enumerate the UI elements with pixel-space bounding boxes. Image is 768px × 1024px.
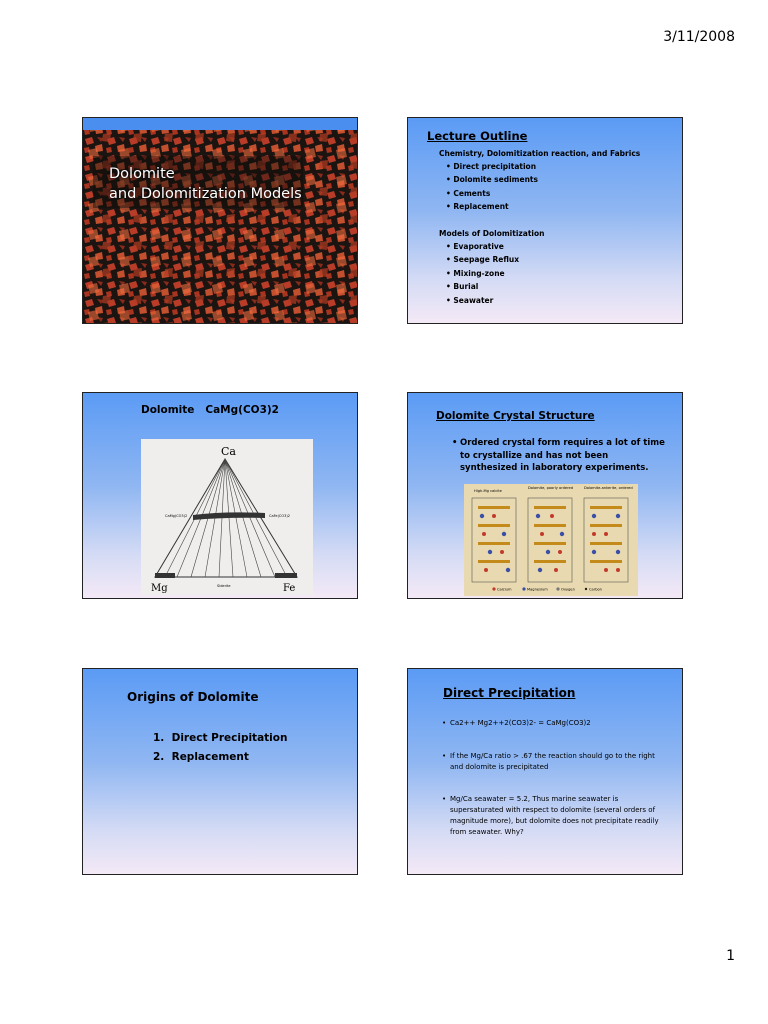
list-item: • Replacement xyxy=(446,200,538,213)
figure-header: Dolomite, poorly ordered xyxy=(528,486,573,490)
page-date: 3/11/2008 xyxy=(663,29,735,45)
legend-label: Oxygen xyxy=(561,587,575,592)
slide-3-dolomite-formula xyxy=(82,392,358,599)
slide-3-heading: Dolomite CaMg(CO3)2 xyxy=(141,404,279,416)
legend-label: Magnesium xyxy=(527,587,548,592)
crystal-lattice-drawing xyxy=(464,484,638,596)
list-item: • Direct precipitation xyxy=(446,160,538,173)
apex-label-ca: Ca xyxy=(221,445,236,458)
slide-1-heading xyxy=(109,164,302,204)
slide-6-direct-precipitation xyxy=(407,668,683,875)
slide-6-bullet-ratio: • If the Mg/Ca ratio > .67 the reaction should go to the right and dolomite is precipitated xyxy=(450,751,660,773)
page-number: 1 xyxy=(726,948,735,964)
svg-text:Siderite: Siderite xyxy=(217,584,231,588)
slide-1-title xyxy=(82,117,358,324)
svg-text:CaMg(CO3)2: CaMg(CO3)2 xyxy=(165,514,188,518)
outline-section-1-list xyxy=(446,160,538,214)
list-item: • Mixing-zone xyxy=(446,267,519,280)
list-item: 1. Direct Precipitation xyxy=(153,732,288,744)
corner-label-mg: Mg xyxy=(151,583,168,594)
slide-6-bullet-equation: • Ca2++ Mg2++2(CO3)2- = CaMg(CO3)2 xyxy=(450,718,660,729)
slide-1-heading-line2: and Dolomitization Models xyxy=(109,186,302,202)
slide-6-bullet-seawater: • Mg/Ca seawater = 5.2, Thus marine seawater is supersaturated with respect to dolomite (several orders of magnitude more), but dolomite does not precipitate readily from seawater. Why? xyxy=(450,794,660,838)
origins-list xyxy=(153,729,287,767)
list-item: • Seawater xyxy=(446,294,519,307)
dolomite-crystal-photo xyxy=(83,118,358,324)
outline-section-2-list xyxy=(446,240,519,307)
slide-2-heading: Lecture Outline xyxy=(427,129,528,143)
list-item: 2. Replacement xyxy=(153,751,249,763)
svg-text:CaFe(CO3)2: CaFe(CO3)2 xyxy=(269,514,290,518)
slide-2-lecture-outline xyxy=(407,117,683,324)
ternary-diagram xyxy=(141,439,313,595)
slide-4-crystal-structure xyxy=(407,392,683,599)
crystal-structure-figure xyxy=(464,484,638,596)
corner-label-fe: Fe xyxy=(283,583,296,594)
slide-4-bullet: • Ordered crystal form requires a lot of time to crystallize and has not been synthesized in laboratory experiments. xyxy=(460,437,665,475)
ternary-diagram-drawing xyxy=(141,439,313,595)
slide-5-heading: Origins of Dolomite xyxy=(127,690,259,704)
list-item: • Evaporative xyxy=(446,240,519,253)
list-item: • Dolomite sediments xyxy=(446,173,538,186)
figure-header: High-Mg calcite xyxy=(474,489,502,493)
list-item: • Cements xyxy=(446,187,538,200)
outline-section-1: Chemistry, Dolomitization reaction, and Fabrics xyxy=(439,149,641,158)
figure-header: Dolomite-ankerite, ordered xyxy=(584,486,633,490)
slide-1-heading-line1: Dolomite xyxy=(109,166,175,182)
legend-label: Calcium xyxy=(497,587,512,592)
slide-6-heading: Direct Precipitation xyxy=(443,686,576,700)
list-item: • Burial xyxy=(446,280,519,293)
outline-section-2: Models of Dolomitization xyxy=(439,229,545,238)
slide-4-heading: Dolomite Crystal Structure xyxy=(436,410,595,422)
slide-5-origins xyxy=(82,668,358,875)
list-item: • Seepage Reflux xyxy=(446,253,519,266)
legend-label: Carbon xyxy=(589,587,602,592)
